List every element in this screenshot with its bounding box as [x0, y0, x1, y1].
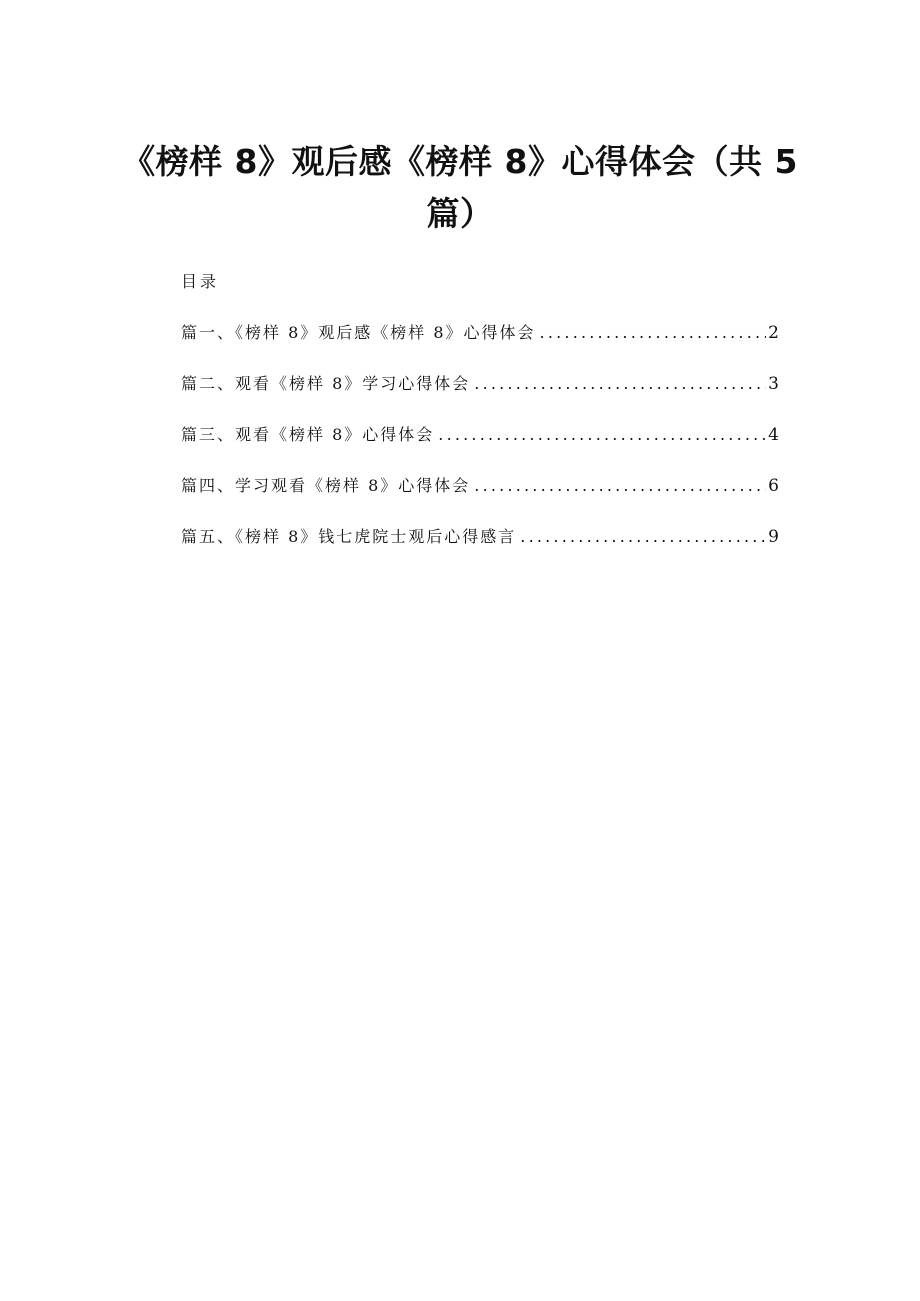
toc-entry-5[interactable] — [181, 524, 779, 575]
toc-leader-dots — [474, 473, 766, 499]
document-title-line-2: 篇） — [426, 194, 494, 233]
toc-entry-4[interactable] — [181, 473, 779, 524]
table-of-contents — [181, 320, 779, 575]
toc-page-number: 2 — [768, 323, 779, 343]
toc-entry-label: 篇五、《榜样 8》钱七虎院士观后心得感言 — [181, 527, 517, 546]
toc-entry-label: 篇二、观看《榜样 8》学习心得体会 — [181, 374, 471, 393]
toc-entry-label: 篇三、观看《榜样 8》心得体会 — [181, 425, 435, 444]
toc-leader-dots — [520, 524, 766, 550]
toc-entry-label: 篇一、《榜样 8》观后感《榜样 8》心得体会 — [181, 323, 536, 342]
toc-entry-label: 篇四、学习观看《榜样 8》心得体会 — [181, 476, 471, 495]
toc-leader-dots — [540, 320, 767, 346]
document-title-line-1: 《榜样 8》观后感《榜样 8》心得体会（共 5 — [122, 142, 798, 181]
toc-leader-dots — [438, 422, 766, 448]
toc-page-number: 9 — [768, 527, 779, 547]
toc-page-number: 6 — [768, 476, 779, 496]
toc-entry-2[interactable] — [181, 371, 779, 422]
toc-entry-3[interactable] — [181, 422, 779, 473]
toc-page-number: 4 — [768, 425, 779, 445]
document-title — [120, 136, 800, 240]
toc-page-number: 3 — [768, 374, 779, 394]
toc-leader-dots — [474, 371, 766, 397]
toc-entry-1[interactable] — [181, 320, 779, 371]
toc-heading: 目录 — [181, 272, 220, 291]
